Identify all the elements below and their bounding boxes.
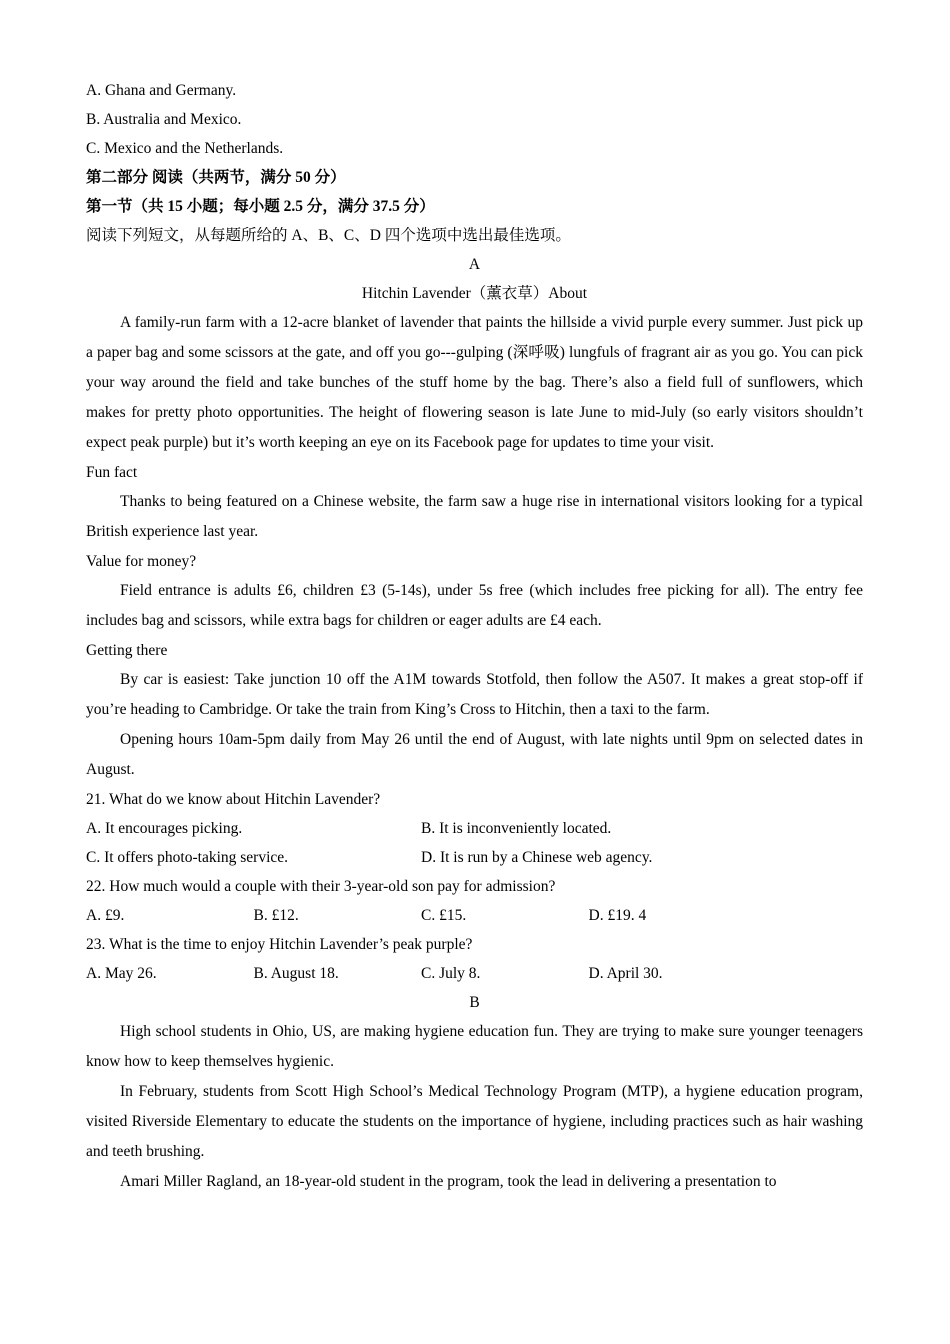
q21-option-a: A. It encourages picking. bbox=[86, 820, 243, 837]
prev-option-b: B. Australia and Mexico. bbox=[86, 111, 242, 128]
q23-option-d: D. April 30. bbox=[588, 965, 663, 982]
prev-option-a: A. Ghana and Germany. bbox=[86, 82, 237, 99]
question-21-stem: 21. What do we know about Hitchin Lavender? bbox=[86, 791, 381, 808]
q22-option-c: C. £15. bbox=[421, 907, 467, 924]
fun-fact-heading: Fun fact bbox=[86, 464, 138, 481]
getting-there-heading: Getting there bbox=[86, 642, 168, 659]
passage-b-paragraph-2: In February, students from Scott High School’s Medical Technology Program (MTP), a hygiene education program, visited Riverside Elementary to educate the students on the importance of hygiene, including practices such as hair washing and teeth brushing. bbox=[86, 1083, 863, 1160]
q21-option-c: C. It offers photo-taking service. bbox=[86, 849, 289, 866]
section-heading: 第二部分 阅读（共两节，满分 50 分） bbox=[86, 169, 346, 186]
question-23-options bbox=[86, 959, 863, 988]
q23-option-b: B. August 18. bbox=[253, 965, 339, 982]
passage-a-title: Hitchin Lavender（薰衣草）About bbox=[361, 285, 588, 302]
fun-fact-paragraph: Thanks to being featured on a Chinese website, the farm saw a huge rise in international visitors looking for a typical British experience last year. bbox=[86, 493, 863, 540]
passage-b-paragraph-1: High school students in Ohio, US, are making hygiene education fun. They are trying to make sure younger teenagers know how to keep themselves hygienic. bbox=[86, 1023, 863, 1070]
subsection-heading: 第一节（共 15 小题；每小题 2.5 分，满分 37.5 分） bbox=[86, 198, 435, 215]
exam-page bbox=[86, 76, 863, 1197]
q23-option-c: C. July 8. bbox=[421, 965, 481, 982]
prev-option-c: C. Mexico and the Netherlands. bbox=[86, 140, 284, 157]
q23-option-a: A. May 26. bbox=[86, 965, 157, 982]
question-22-options bbox=[86, 901, 863, 930]
question-21-options-row2 bbox=[86, 843, 863, 872]
question-23-stem: 23. What is the time to enjoy Hitchin Lavender’s peak purple? bbox=[86, 936, 473, 953]
value-paragraph: Field entrance is adults £6, children £3 (5-14s), under 5s free (which includes free picking for all). The entry fee includes bag and scissors, while extra bags for children or eager adults are £4 each. bbox=[86, 582, 863, 629]
q22-option-d: D. £19. 4 bbox=[588, 907, 647, 924]
q22-option-a: A. £9. bbox=[86, 907, 125, 924]
question-22-stem: 22. How much would a couple with their 3-year-old son pay for admission? bbox=[86, 878, 556, 895]
q21-option-d: D. It is run by a Chinese web agency. bbox=[421, 849, 653, 866]
q21-option-b: B. It is inconveniently located. bbox=[421, 820, 612, 837]
passage-a-paragraph-1: A family-run farm with a 12-acre blanket of lavender that paints the hillside a vivid purple every summer. Just pick up a paper bag and some scissors at the gate, and off you go---gulping (深呼吸) lungfuls of fragrant air as you go. You can pick your way around the field and take bunches of the stuff home by the bag. There’s also a field full of sunflowers, which makes for pretty photo opportunities. The height of flowering season is late June to mid-July (so early visitors shouldn’t expect peak purple) but it’s worth keeping an eye on its Facebook page for updates to time your visit. bbox=[86, 314, 863, 451]
passage-b-label: B bbox=[469, 994, 480, 1011]
instructions: 阅读下列短文，从每题所给的 A、B、C、D 四个选项中选出最佳选项。 bbox=[86, 227, 571, 244]
getting-there-paragraph: By car is easiest: Take junction 10 off the A1M towards Stotfold, then follow the A507. It makes a great stop-off if you’re heading to Cambridge. Or take the train from King’s Cross to Hitchin, then a taxi to the farm. bbox=[86, 671, 863, 718]
passage-a-label: A bbox=[468, 256, 481, 273]
opening-hours-paragraph: Opening hours 10am-5pm daily from May 26 until the end of August, with late nights until 9pm on selected dates in August. bbox=[86, 731, 863, 778]
q22-option-b: B. £12. bbox=[253, 907, 299, 924]
value-heading: Value for money? bbox=[86, 553, 197, 570]
passage-b-paragraph-3: Amari Miller Ragland, an 18-year-old student in the program, took the lead in delivering a presentation to bbox=[120, 1173, 777, 1190]
question-21-options bbox=[86, 814, 863, 843]
